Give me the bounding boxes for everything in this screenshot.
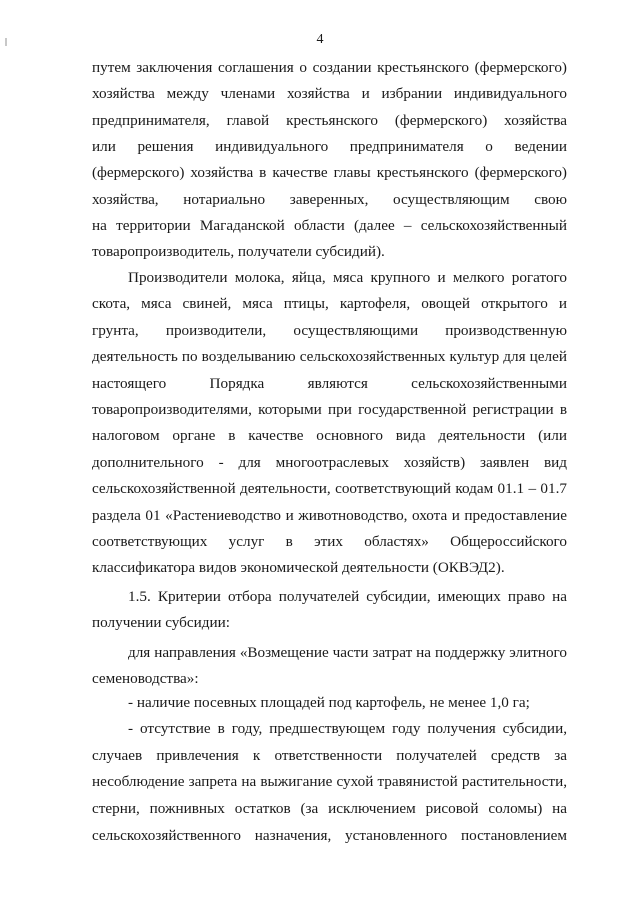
text-line: товаропроизводителями, которыми при государственной регистрации в [92,401,567,418]
text-line: - наличие посевных площадей под картофель, не менее 1,0 га; [128,694,530,711]
text-line: Производители молока, яйца, мяса крупного и мелкого рогатого [128,269,567,286]
text-line: путем заключения соглашения о создании крестьянского (фермерского) [92,59,567,76]
text-line: сельскохозяйственного назначения, установленного постановлением [92,826,567,844]
text-line: налоговом органе в качестве основного вида деятельности (или [92,427,567,445]
text-line: или решения индивидуального предпринимателя о ведении [92,137,567,155]
text-line: на территории Магаданской области (далее – сельскохозяйственный [92,216,567,234]
text-line: грунта, производители, осуществляющими производственную [92,321,567,339]
text-line: настоящего Порядка являются сельскохозяйственными [92,374,567,392]
text-line: классификатора видов экономической деятельности (ОКВЭД2). [92,559,505,577]
text-line: случаев привлечения к ответственности получателей средств за [92,746,567,764]
text-line: стерни, пожнивных остатков (за исключением рисовой соломы) на [92,800,567,818]
text-line: товаропроизводитель, получатели субсидий). [92,243,385,261]
text-line: дополнительного - для многоотраслевых хозяйств) заявлен вид [92,453,567,471]
text-line: 1.5. Критерии отбора получателей субсидии, имеющих право на [128,588,567,605]
text-line: получении субсидии: [92,614,230,631]
text-line: деятельность по возделыванию сельскохозяйственных культур для целей [92,348,567,366]
page-number: 4 [316,32,324,47]
text-line: соответствующих услуг в этих областях» Общероссийского [92,533,567,550]
text-line: сельскохозяйственной деятельности, соответствующий кодам 01.1 – 01.7 [92,480,567,498]
text-line: предпринимателя, главой крестьянского (фермерского) хозяйства [92,111,567,129]
text-line: семеноводства»: [92,670,199,687]
text-line: хозяйства между членами хозяйства и избрании индивидуального [92,85,567,103]
text-line: для направления «Возмещение части затрат на поддержку элитного [128,644,567,661]
text-line: раздела 01 «Растениеводство и животноводство, охота и предоставление [92,506,567,524]
text-line: несоблюдение запрета на выжигание сухой травянистой растительности, [92,773,567,791]
text-line: скота, мяса свиней, мяса птицы, картофеля, овощей открытого и [92,295,567,313]
text-line: (фермерского) хозяйства в качестве главы крестьянского (фермерского) [92,164,567,182]
text-line: - отсутствие в году, предшествующем году получения субсидии, [128,720,567,737]
text-line: хозяйства, нотариально заверенных, осуществляющим свою [92,190,567,208]
